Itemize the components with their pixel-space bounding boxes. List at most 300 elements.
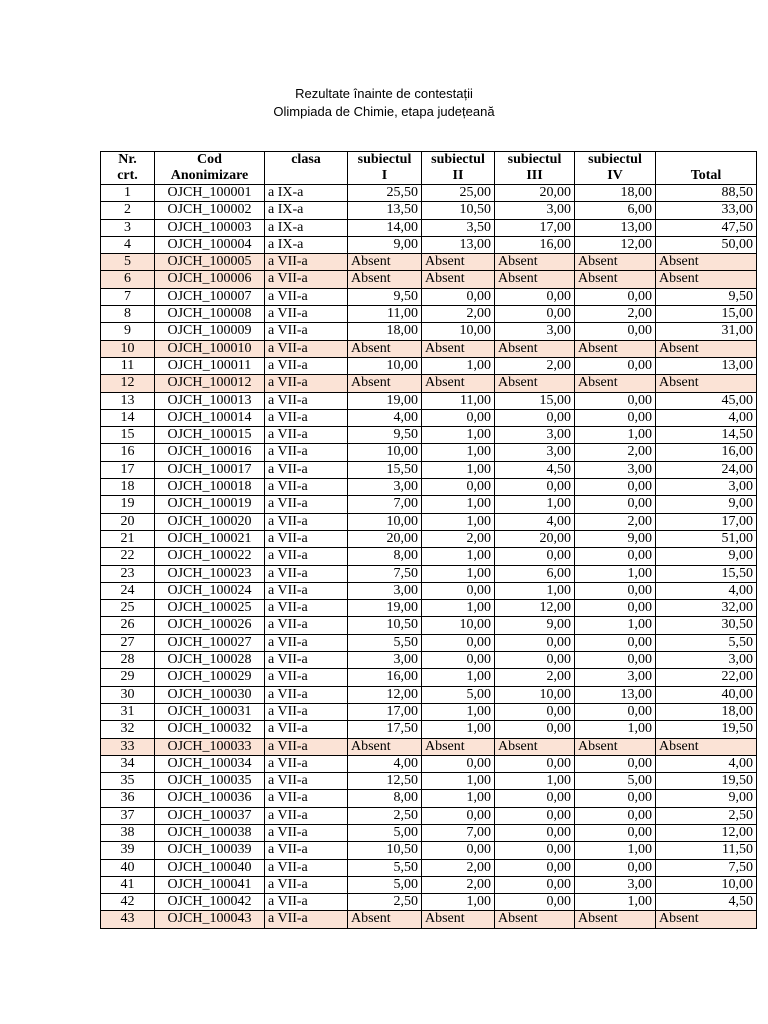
cell-subiectul-1: Absent — [348, 911, 422, 928]
cell-subiectul-2: 1,00 — [422, 703, 495, 720]
cell-cod-anonimizare: OJCH_100011 — [155, 357, 265, 374]
cell-subiectul-4: 0,00 — [575, 496, 656, 513]
cell-subiectul-1: 5,50 — [348, 859, 422, 876]
cell-subiectul-2: 0,00 — [422, 842, 495, 859]
cell-clasa: a VII-a — [265, 340, 348, 357]
cell-nr-crt: 34 — [101, 755, 155, 772]
cell-subiectul-2: 0,00 — [422, 409, 495, 426]
table-header-row — [101, 152, 757, 185]
cell-nr-crt: 20 — [101, 513, 155, 530]
header-s4-line1: subiectul — [588, 152, 642, 167]
cell-subiectul-1: 19,00 — [348, 392, 422, 409]
table-row — [101, 565, 757, 582]
header-subiectul-1 — [348, 152, 422, 185]
table-row — [101, 634, 757, 651]
cell-nr-crt: 33 — [101, 738, 155, 755]
cell-subiectul-4: 3,00 — [575, 669, 656, 686]
cell-nr-crt: 27 — [101, 634, 155, 651]
cell-clasa: a VII-a — [265, 357, 348, 374]
cell-subiectul-2: Absent — [422, 738, 495, 755]
cell-clasa: a VII-a — [265, 773, 348, 790]
cell-cod-anonimizare: OJCH_100012 — [155, 375, 265, 392]
cell-subiectul-3: 0,00 — [495, 807, 575, 824]
cell-clasa: a VII-a — [265, 444, 348, 461]
table-row — [101, 288, 757, 305]
cell-subiectul-4: 1,00 — [575, 842, 656, 859]
header-clasa — [265, 152, 348, 185]
cell-subiectul-1: 2,50 — [348, 894, 422, 911]
cell-nr-crt: 35 — [101, 773, 155, 790]
cell-subiectul-3: 1,00 — [495, 496, 575, 513]
cell-cod-anonimizare: OJCH_100036 — [155, 790, 265, 807]
cell-subiectul-4: 0,00 — [575, 807, 656, 824]
cell-total: 7,50 — [656, 859, 757, 876]
cell-subiectul-2: 10,50 — [422, 202, 495, 219]
cell-subiectul-4: 0,00 — [575, 703, 656, 720]
cell-subiectul-1: 4,00 — [348, 755, 422, 772]
cell-subiectul-2: Absent — [422, 271, 495, 288]
cell-nr-crt: 6 — [101, 271, 155, 288]
cell-clasa: a VII-a — [265, 721, 348, 738]
cell-subiectul-1: 3,00 — [348, 479, 422, 496]
cell-subiectul-3: 3,00 — [495, 202, 575, 219]
cell-subiectul-2: 1,00 — [422, 427, 495, 444]
cell-cod-anonimizare: OJCH_100001 — [155, 185, 265, 202]
cell-cod-anonimizare: OJCH_100038 — [155, 824, 265, 841]
cell-subiectul-4: 0,00 — [575, 323, 656, 340]
cell-subiectul-4: 0,00 — [575, 755, 656, 772]
header-s2-line1: subiectul — [431, 152, 485, 167]
cell-clasa: a VII-a — [265, 565, 348, 582]
cell-subiectul-1: Absent — [348, 738, 422, 755]
cell-subiectul-4: 0,00 — [575, 859, 656, 876]
cell-subiectul-1: 5,00 — [348, 876, 422, 893]
cell-subiectul-1: Absent — [348, 271, 422, 288]
cell-clasa: a VII-a — [265, 600, 348, 617]
table-row — [101, 773, 757, 790]
header-total-label: Total — [690, 168, 722, 183]
cell-nr-crt: 24 — [101, 582, 155, 599]
table-row — [101, 894, 757, 911]
cell-subiectul-4: 0,00 — [575, 824, 656, 841]
cell-total: 12,00 — [656, 824, 757, 841]
cell-clasa: a IX-a — [265, 202, 348, 219]
cell-subiectul-2: 1,00 — [422, 721, 495, 738]
cell-subiectul-4: 0,00 — [575, 548, 656, 565]
cell-subiectul-1: 8,00 — [348, 790, 422, 807]
cell-cod-anonimizare: OJCH_100018 — [155, 479, 265, 496]
cell-subiectul-4: Absent — [575, 340, 656, 357]
table-row — [101, 824, 757, 841]
table-row — [101, 790, 757, 807]
cell-total: Absent — [656, 340, 757, 357]
cell-subiectul-4: 0,00 — [575, 600, 656, 617]
table-row — [101, 479, 757, 496]
cell-cod-anonimizare: OJCH_100029 — [155, 669, 265, 686]
table-row — [101, 703, 757, 720]
cell-subiectul-2: 1,00 — [422, 548, 495, 565]
cell-subiectul-2: 2,00 — [422, 306, 495, 323]
cell-subiectul-2: 0,00 — [422, 755, 495, 772]
cell-total: Absent — [656, 271, 757, 288]
cell-subiectul-3: Absent — [495, 254, 575, 271]
cell-clasa: a VII-a — [265, 894, 348, 911]
cell-subiectul-1: 18,00 — [348, 323, 422, 340]
cell-nr-crt: 32 — [101, 721, 155, 738]
cell-total: 14,50 — [656, 427, 757, 444]
cell-total: 9,50 — [656, 288, 757, 305]
cell-subiectul-4: Absent — [575, 911, 656, 928]
cell-subiectul-4: 6,00 — [575, 202, 656, 219]
cell-subiectul-2: 10,00 — [422, 323, 495, 340]
cell-total: 5,50 — [656, 634, 757, 651]
table-row — [101, 496, 757, 513]
cell-cod-anonimizare: OJCH_100002 — [155, 202, 265, 219]
document-subtitle: Olimpiada de Chimie, etapa județeană — [273, 104, 495, 119]
cell-subiectul-2: 1,00 — [422, 461, 495, 478]
cell-subiectul-3: 0,00 — [495, 842, 575, 859]
cell-total: 3,00 — [656, 652, 757, 669]
cell-subiectul-2: Absent — [422, 375, 495, 392]
cell-nr-crt: 39 — [101, 842, 155, 859]
cell-subiectul-3: 0,00 — [495, 876, 575, 893]
cell-cod-anonimizare: OJCH_100027 — [155, 634, 265, 651]
cell-cod-anonimizare: OJCH_100008 — [155, 306, 265, 323]
cell-clasa: a VII-a — [265, 323, 348, 340]
table-row — [101, 340, 757, 357]
cell-total: 9,00 — [656, 548, 757, 565]
cell-total: 24,00 — [656, 461, 757, 478]
cell-subiectul-3: 9,00 — [495, 617, 575, 634]
cell-subiectul-4: 1,00 — [575, 721, 656, 738]
cell-subiectul-2: 2,00 — [422, 876, 495, 893]
cell-subiectul-3: 17,00 — [495, 219, 575, 236]
cell-subiectul-3: 2,00 — [495, 669, 575, 686]
cell-subiectul-2: Absent — [422, 340, 495, 357]
cell-total: 11,50 — [656, 842, 757, 859]
cell-nr-crt: 22 — [101, 548, 155, 565]
cell-clasa: a VII-a — [265, 548, 348, 565]
cell-cod-anonimizare: OJCH_100043 — [155, 911, 265, 928]
table-row — [101, 357, 757, 374]
cell-subiectul-2: 1,00 — [422, 444, 495, 461]
cell-subiectul-3: 0,00 — [495, 894, 575, 911]
cell-subiectul-4: 12,00 — [575, 236, 656, 253]
header-nr — [101, 152, 155, 185]
cell-nr-crt: 17 — [101, 461, 155, 478]
cell-clasa: a VII-a — [265, 288, 348, 305]
cell-subiectul-1: 3,00 — [348, 652, 422, 669]
cell-cod-anonimizare: OJCH_100015 — [155, 427, 265, 444]
cell-cod-anonimizare: OJCH_100028 — [155, 652, 265, 669]
cell-subiectul-3: 1,00 — [495, 582, 575, 599]
cell-cod-anonimizare: OJCH_100030 — [155, 686, 265, 703]
table-row — [101, 271, 757, 288]
cell-cod-anonimizare: OJCH_100035 — [155, 773, 265, 790]
cell-clasa: a VII-a — [265, 859, 348, 876]
cell-nr-crt: 3 — [101, 219, 155, 236]
cell-nr-crt: 19 — [101, 496, 155, 513]
cell-subiectul-4: 0,00 — [575, 652, 656, 669]
cell-subiectul-3: Absent — [495, 340, 575, 357]
cell-subiectul-2: 11,00 — [422, 392, 495, 409]
cell-cod-anonimizare: OJCH_100033 — [155, 738, 265, 755]
cell-subiectul-4: 1,00 — [575, 427, 656, 444]
table-row — [101, 876, 757, 893]
cell-subiectul-2: 1,00 — [422, 513, 495, 530]
cell-subiectul-1: 10,50 — [348, 842, 422, 859]
cell-subiectul-4: 0,00 — [575, 357, 656, 374]
results-table — [100, 151, 757, 929]
cell-clasa: a VII-a — [265, 513, 348, 530]
cell-clasa: a VII-a — [265, 790, 348, 807]
cell-clasa: a VII-a — [265, 254, 348, 271]
header-s3-line2: III — [526, 168, 543, 183]
cell-subiectul-2: 25,00 — [422, 185, 495, 202]
cell-clasa: a IX-a — [265, 236, 348, 253]
cell-total: 19,50 — [656, 773, 757, 790]
table-row — [101, 306, 757, 323]
cell-clasa: a VII-a — [265, 876, 348, 893]
cell-subiectul-4: 0,00 — [575, 288, 656, 305]
cell-total: 32,00 — [656, 600, 757, 617]
cell-total: 18,00 — [656, 703, 757, 720]
cell-nr-crt: 36 — [101, 790, 155, 807]
cell-nr-crt: 14 — [101, 409, 155, 426]
cell-subiectul-1: 5,50 — [348, 634, 422, 651]
cell-subiectul-3: 0,00 — [495, 824, 575, 841]
cell-total: Absent — [656, 254, 757, 271]
cell-cod-anonimizare: OJCH_100021 — [155, 530, 265, 547]
cell-clasa: a VII-a — [265, 686, 348, 703]
cell-subiectul-3: 0,00 — [495, 755, 575, 772]
table-row — [101, 444, 757, 461]
cell-cod-anonimizare: OJCH_100019 — [155, 496, 265, 513]
table-row — [101, 807, 757, 824]
table-row — [101, 842, 757, 859]
cell-subiectul-2: 5,00 — [422, 686, 495, 703]
cell-subiectul-3: 10,00 — [495, 686, 575, 703]
document-title: Rezultate înainte de contestații — [295, 86, 473, 101]
cell-nr-crt: 23 — [101, 565, 155, 582]
cell-subiectul-1: 16,00 — [348, 669, 422, 686]
cell-cod-anonimizare: OJCH_100006 — [155, 271, 265, 288]
cell-total: 16,00 — [656, 444, 757, 461]
table-row — [101, 219, 757, 236]
cell-subiectul-4: 2,00 — [575, 306, 656, 323]
cell-subiectul-1: Absent — [348, 254, 422, 271]
cell-subiectul-4: 13,00 — [575, 219, 656, 236]
cell-subiectul-2: 2,00 — [422, 530, 495, 547]
cell-cod-anonimizare: OJCH_100004 — [155, 236, 265, 253]
table-row — [101, 185, 757, 202]
cell-nr-crt: 8 — [101, 306, 155, 323]
cell-subiectul-3: 0,00 — [495, 634, 575, 651]
cell-nr-crt: 37 — [101, 807, 155, 824]
cell-subiectul-3: 3,00 — [495, 427, 575, 444]
cell-clasa: a VII-a — [265, 427, 348, 444]
header-s1-line2: I — [381, 168, 388, 183]
cell-clasa: a VII-a — [265, 375, 348, 392]
cell-subiectul-1: 7,50 — [348, 565, 422, 582]
cell-subiectul-2: 0,00 — [422, 479, 495, 496]
header-cod-line2: Anonimizare — [170, 168, 249, 183]
cell-nr-crt: 41 — [101, 876, 155, 893]
table-row — [101, 686, 757, 703]
cell-total: 19,50 — [656, 721, 757, 738]
cell-subiectul-2: 1,00 — [422, 894, 495, 911]
cell-subiectul-3: 15,00 — [495, 392, 575, 409]
cell-nr-crt: 25 — [101, 600, 155, 617]
cell-nr-crt: 42 — [101, 894, 155, 911]
cell-subiectul-3: 3,00 — [495, 323, 575, 340]
cell-subiectul-3: 4,50 — [495, 461, 575, 478]
header-nr-line2: crt. — [117, 168, 138, 183]
table-row — [101, 375, 757, 392]
cell-nr-crt: 7 — [101, 288, 155, 305]
cell-subiectul-1: 15,50 — [348, 461, 422, 478]
cell-clasa: a VII-a — [265, 409, 348, 426]
cell-subiectul-4: 2,00 — [575, 444, 656, 461]
cell-total: 9,00 — [656, 496, 757, 513]
cell-cod-anonimizare: OJCH_100016 — [155, 444, 265, 461]
cell-total: Absent — [656, 911, 757, 928]
cell-clasa: a VII-a — [265, 669, 348, 686]
cell-nr-crt: 43 — [101, 911, 155, 928]
cell-subiectul-1: 8,00 — [348, 548, 422, 565]
table-row — [101, 600, 757, 617]
cell-clasa: a VII-a — [265, 634, 348, 651]
cell-subiectul-2: 0,00 — [422, 634, 495, 651]
cell-subiectul-4: 3,00 — [575, 461, 656, 478]
cell-subiectul-4: Absent — [575, 254, 656, 271]
table-row — [101, 461, 757, 478]
cell-clasa: a VII-a — [265, 392, 348, 409]
header-s4-line2: IV — [607, 168, 623, 183]
header-total — [656, 152, 757, 185]
cell-subiectul-3: Absent — [495, 738, 575, 755]
cell-total: 4,50 — [656, 894, 757, 911]
cell-nr-crt: 38 — [101, 824, 155, 841]
cell-subiectul-1: 12,00 — [348, 686, 422, 703]
cell-total: 33,00 — [656, 202, 757, 219]
cell-clasa: a IX-a — [265, 185, 348, 202]
cell-subiectul-4: 0,00 — [575, 392, 656, 409]
cell-clasa: a VII-a — [265, 271, 348, 288]
cell-nr-crt: 5 — [101, 254, 155, 271]
cell-subiectul-3: 0,00 — [495, 652, 575, 669]
header-subiectul-2 — [422, 152, 495, 185]
cell-subiectul-2: 1,00 — [422, 357, 495, 374]
cell-clasa: a VII-a — [265, 479, 348, 496]
cell-clasa: a IX-a — [265, 219, 348, 236]
table-row — [101, 738, 757, 755]
cell-subiectul-2: 7,00 — [422, 824, 495, 841]
cell-cod-anonimizare: OJCH_100025 — [155, 600, 265, 617]
table-row — [101, 582, 757, 599]
header-nr-line1: Nr. — [118, 152, 137, 167]
table-row — [101, 548, 757, 565]
cell-subiectul-3: 6,00 — [495, 565, 575, 582]
cell-cod-anonimizare: OJCH_100039 — [155, 842, 265, 859]
cell-subiectul-1: 4,00 — [348, 409, 422, 426]
cell-subiectul-4: Absent — [575, 375, 656, 392]
cell-cod-anonimizare: OJCH_100009 — [155, 323, 265, 340]
cell-subiectul-3: 0,00 — [495, 306, 575, 323]
cell-subiectul-3: 0,00 — [495, 409, 575, 426]
cell-total: 3,00 — [656, 479, 757, 496]
cell-total: 15,00 — [656, 306, 757, 323]
cell-subiectul-4: 2,00 — [575, 513, 656, 530]
table-row — [101, 721, 757, 738]
table-row — [101, 755, 757, 772]
cell-total: 13,00 — [656, 357, 757, 374]
cell-subiectul-2: 1,00 — [422, 496, 495, 513]
table-row — [101, 911, 757, 928]
cell-subiectul-1: Absent — [348, 375, 422, 392]
table-row — [101, 392, 757, 409]
cell-subiectul-2: 2,00 — [422, 859, 495, 876]
cell-clasa: a VII-a — [265, 582, 348, 599]
cell-cod-anonimizare: OJCH_100023 — [155, 565, 265, 582]
cell-subiectul-3: 0,00 — [495, 790, 575, 807]
cell-clasa: a VII-a — [265, 306, 348, 323]
cell-cod-anonimizare: OJCH_100032 — [155, 721, 265, 738]
cell-cod-anonimizare: OJCH_100013 — [155, 392, 265, 409]
cell-nr-crt: 21 — [101, 530, 155, 547]
cell-clasa: a VII-a — [265, 496, 348, 513]
cell-total: 31,00 — [656, 323, 757, 340]
cell-subiectul-1: 3,00 — [348, 582, 422, 599]
header-s1-line1: subiectul — [357, 152, 412, 167]
cell-total: 51,00 — [656, 530, 757, 547]
cell-cod-anonimizare: OJCH_100042 — [155, 894, 265, 911]
cell-subiectul-4: Absent — [575, 271, 656, 288]
cell-nr-crt: 12 — [101, 375, 155, 392]
cell-subiectul-1: 19,00 — [348, 600, 422, 617]
cell-cod-anonimizare: OJCH_100037 — [155, 807, 265, 824]
cell-subiectul-3: 0,00 — [495, 703, 575, 720]
cell-total: Absent — [656, 738, 757, 755]
cell-subiectul-1: 10,00 — [348, 513, 422, 530]
cell-subiectul-4: 0,00 — [575, 634, 656, 651]
cell-cod-anonimizare: OJCH_100007 — [155, 288, 265, 305]
cell-subiectul-3: 12,00 — [495, 600, 575, 617]
cell-subiectul-1: 10,00 — [348, 444, 422, 461]
table-row — [101, 202, 757, 219]
header-cod-line1: Cod — [197, 152, 222, 167]
cell-subiectul-1: 10,00 — [348, 357, 422, 374]
cell-subiectul-2: Absent — [422, 911, 495, 928]
cell-subiectul-4: 0,00 — [575, 790, 656, 807]
cell-subiectul-4: 0,00 — [575, 479, 656, 496]
cell-total: 22,00 — [656, 669, 757, 686]
header-s2-line2: II — [452, 168, 464, 183]
cell-clasa: a VII-a — [265, 842, 348, 859]
cell-total: 2,50 — [656, 807, 757, 824]
cell-nr-crt: 29 — [101, 669, 155, 686]
cell-subiectul-2: 0,00 — [422, 582, 495, 599]
cell-nr-crt: 11 — [101, 357, 155, 374]
table-row — [101, 617, 757, 634]
cell-clasa: a VII-a — [265, 738, 348, 755]
cell-cod-anonimizare: OJCH_100040 — [155, 859, 265, 876]
cell-nr-crt: 26 — [101, 617, 155, 634]
cell-subiectul-2: 13,00 — [422, 236, 495, 253]
table-row — [101, 236, 757, 253]
cell-subiectul-3: 1,00 — [495, 773, 575, 790]
cell-cod-anonimizare: OJCH_100017 — [155, 461, 265, 478]
